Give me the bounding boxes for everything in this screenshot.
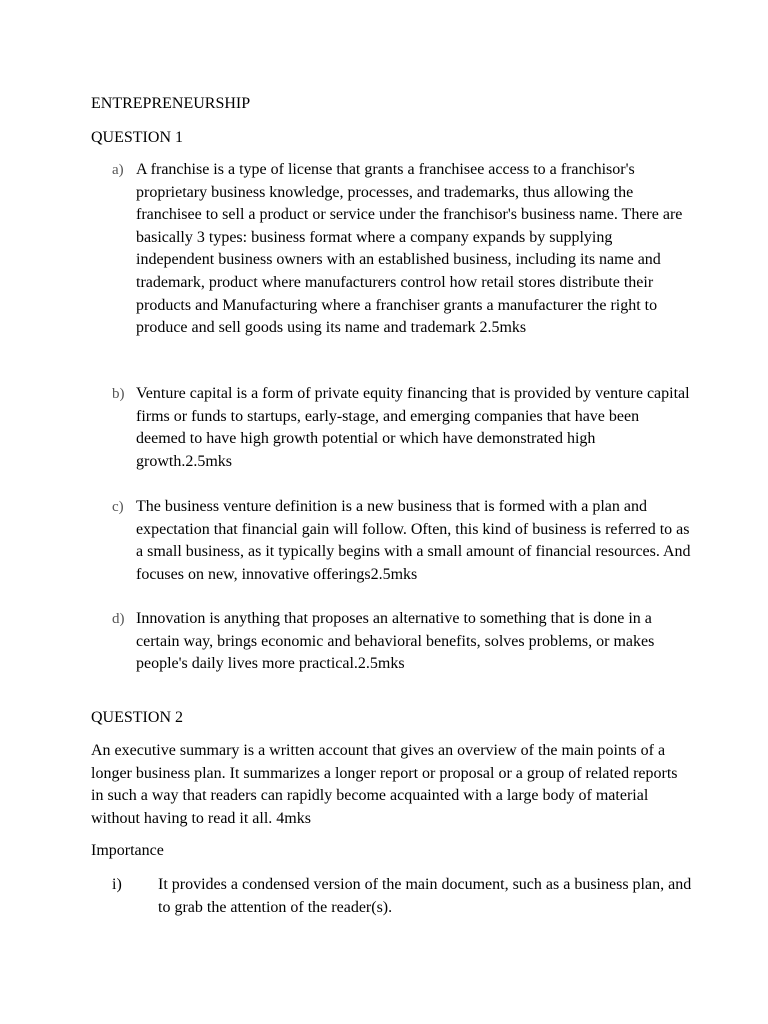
list-marker: d)	[112, 611, 125, 627]
question-1-item-d	[112, 608, 692, 676]
list-item-text: Venture capital is a form of private equity financing that is provided by venture capital firms or funds to startups, early-stage, and emerging companies that have been deemed to have high growth potential or which have demonstrated high growth.2.5mks	[136, 385, 690, 470]
question-2-heading: QUESTION 2	[91, 709, 183, 726]
list-item-text: The business venture definition is a new business that is formed with a plan and expectation that financial gain will follow. Often, this kind of business is referred to as a small business, as it typically begins with a small amount of financial resources. And focuses on new, innovative offerings2.5mks	[136, 498, 691, 583]
list-marker: c)	[112, 499, 124, 515]
question-1-item-a	[112, 159, 692, 340]
list-marker: a)	[112, 162, 124, 178]
list-marker: b)	[112, 386, 125, 402]
question-1-item-c	[112, 496, 692, 586]
question-1-item-b	[112, 383, 692, 473]
question-2-paragraph: An executive summary is a written account that gives an overview of the main points of a longer business plan. It summarizes a longer report or proposal or a group of related reports in such a way that readers can rapidly become acquainted with a large body of material without having to read it all. 4mks	[91, 742, 678, 827]
question-1-heading: QUESTION 1	[91, 129, 183, 146]
list-item-text: A franchise is a type of license that grants a franchisee access to a franchisor's proprietary business knowledge, processes, and trademarks, thus allowing the franchisee to sell a product or service under the franchisor's business name. There are basically 3 types: business format where a company expands by supplying independent business owners with an established business, including its name and trademark, product where manufacturers control how retail stores distribute their products and Manufacturing where a franchiser grants a manufacturer the right to produce and sell goods using its name and trademark 2.5mks	[136, 161, 683, 337]
list-marker: i)	[112, 876, 122, 893]
list-item-text: It provides a condensed version of the main document, such as a business plan, and to grab the attention of the reader(s).	[158, 876, 692, 916]
importance-item-i	[112, 874, 692, 919]
importance-heading: Importance	[91, 842, 164, 859]
list-item-text: Innovation is anything that proposes an alternative to something that is done in a certain way, brings economic and behavioral benefits, solves problems, or makes people's daily lives more practical.2.5mks	[136, 610, 655, 673]
document-title: ENTREPRENEURSHIP	[91, 95, 251, 112]
